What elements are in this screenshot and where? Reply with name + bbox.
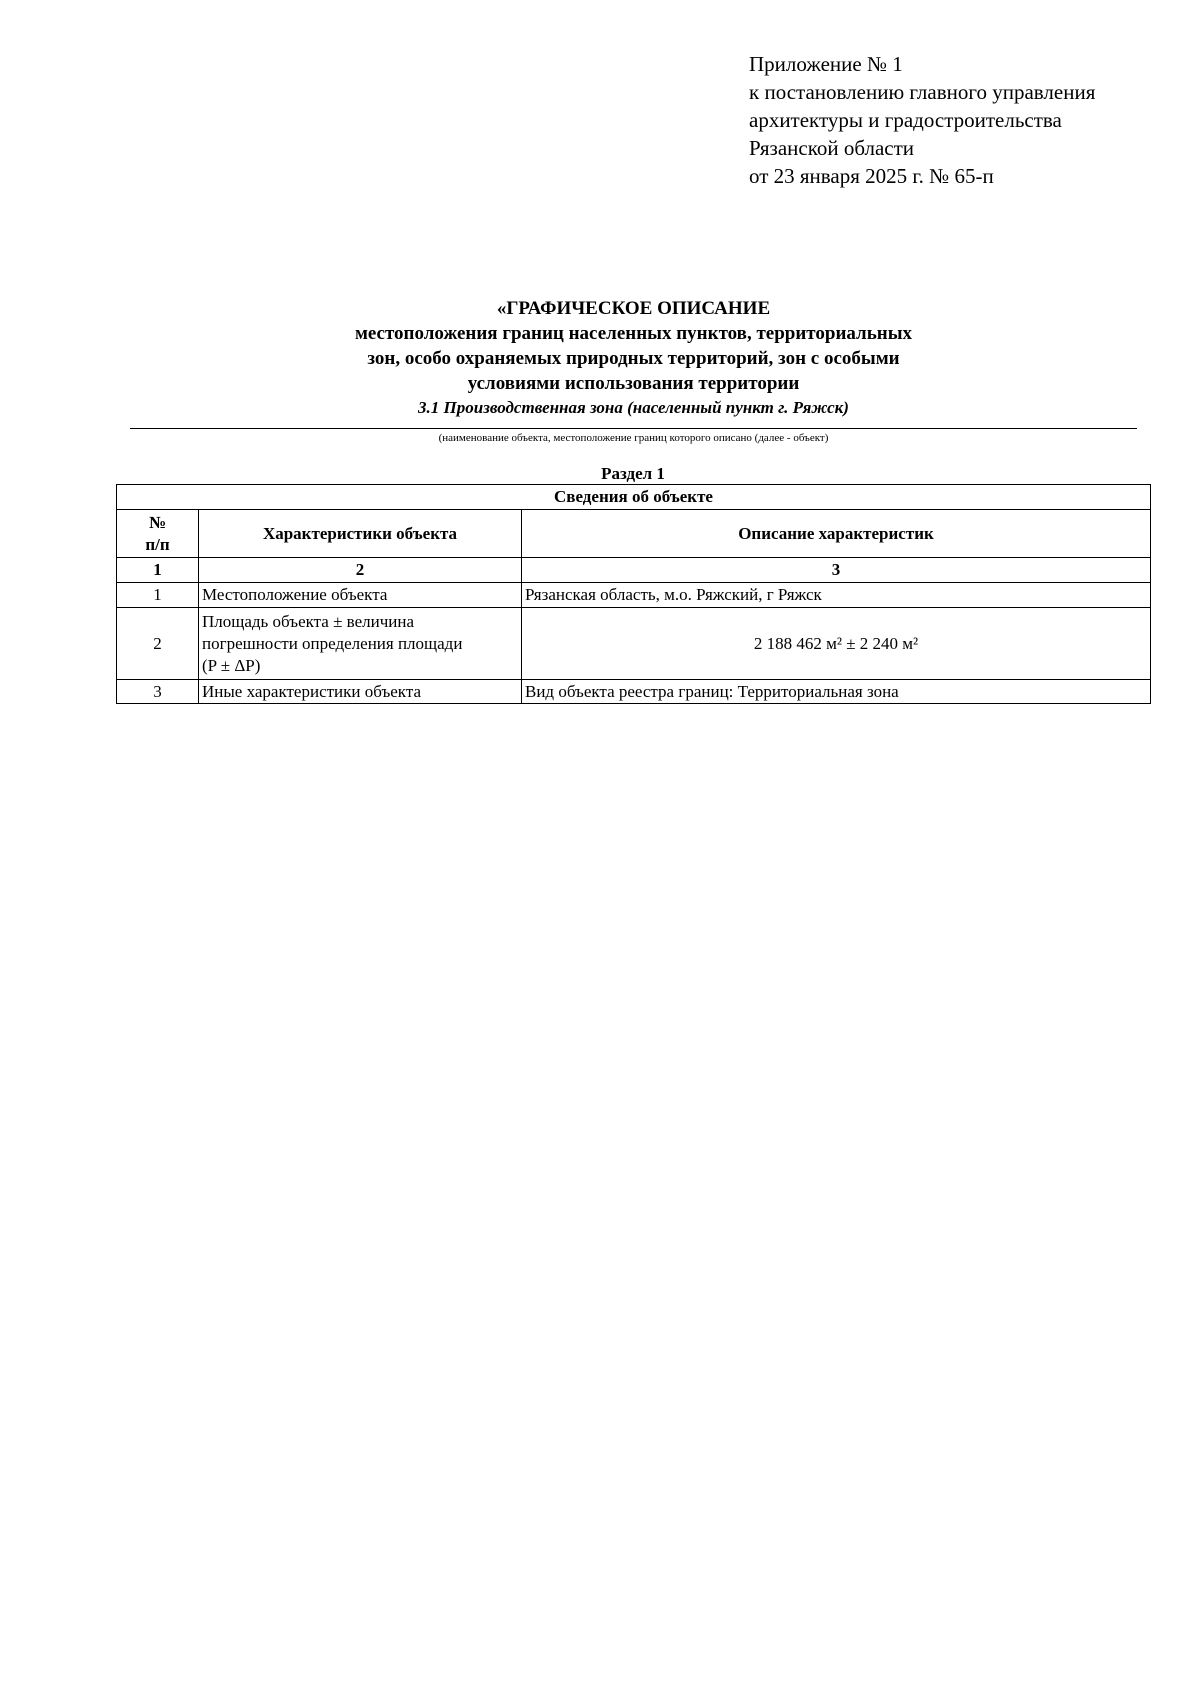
appendix-region: Рязанской области xyxy=(749,136,915,160)
table-caption-row xyxy=(117,485,1151,510)
object-info-table xyxy=(116,484,1151,704)
appendix-resolution: к постановлению главного управления xyxy=(749,80,1096,104)
row-characteristic: Иные характеристики объекта xyxy=(199,680,522,704)
row-number: 2 xyxy=(117,608,199,680)
title-line-1: «ГРАФИЧЕСКОЕ ОПИСАНИЕ xyxy=(496,298,771,319)
header-description: Описание характеристик xyxy=(522,510,1151,558)
table-row xyxy=(117,583,1151,608)
column-numbers-row xyxy=(117,558,1151,583)
header-number: № п/п xyxy=(117,510,199,558)
row-number: 1 xyxy=(117,583,199,608)
row-description: Рязанская область, м.о. Ряжский, г Ряжск xyxy=(522,583,1151,608)
appendix-department: архитектуры и градостроительства xyxy=(749,108,1062,132)
table-row xyxy=(117,608,1151,680)
appendix-date: от 23 января 2025 г. № 65-п xyxy=(749,164,994,188)
table-caption: Сведения об объекте xyxy=(117,485,1151,510)
table-row xyxy=(117,680,1151,704)
title-line-4: условиями использования территории xyxy=(467,373,800,394)
appendix-header xyxy=(749,50,1095,190)
object-name: 3.1 Производственная зона (населенный пункт г. Ряжск) xyxy=(418,398,849,417)
row-number: 3 xyxy=(117,680,199,704)
column-number-2: 2 xyxy=(199,558,522,583)
appendix-number: Приложение № 1 xyxy=(749,52,903,76)
document-title xyxy=(130,296,1137,419)
title-line-3: зон, особо охраняемых природных территорий, зон с особыми xyxy=(367,348,900,369)
column-number-1: 1 xyxy=(117,558,199,583)
column-number-3: 3 xyxy=(522,558,1151,583)
object-name-underline xyxy=(130,428,1137,429)
row-description: Вид объекта реестра границ: Территориальная зона xyxy=(522,680,1151,704)
section-title: Раздел 1 xyxy=(601,464,665,483)
header-characteristics: Характеристики объекта xyxy=(199,510,522,558)
row-characteristic: Площадь объекта ± величина погрешности определения площади (P ± ΔP) xyxy=(199,608,522,680)
row-description: 2 188 462 м² ± 2 240 м² xyxy=(522,608,1151,680)
object-caption: (наименование объекта, местоположение границ которого описано (далее - объект) xyxy=(438,432,829,444)
title-line-2: местоположения границ населенных пунктов, территориальных xyxy=(354,323,913,344)
row-characteristic: Местоположение объекта xyxy=(199,583,522,608)
table-header-row xyxy=(117,510,1151,558)
